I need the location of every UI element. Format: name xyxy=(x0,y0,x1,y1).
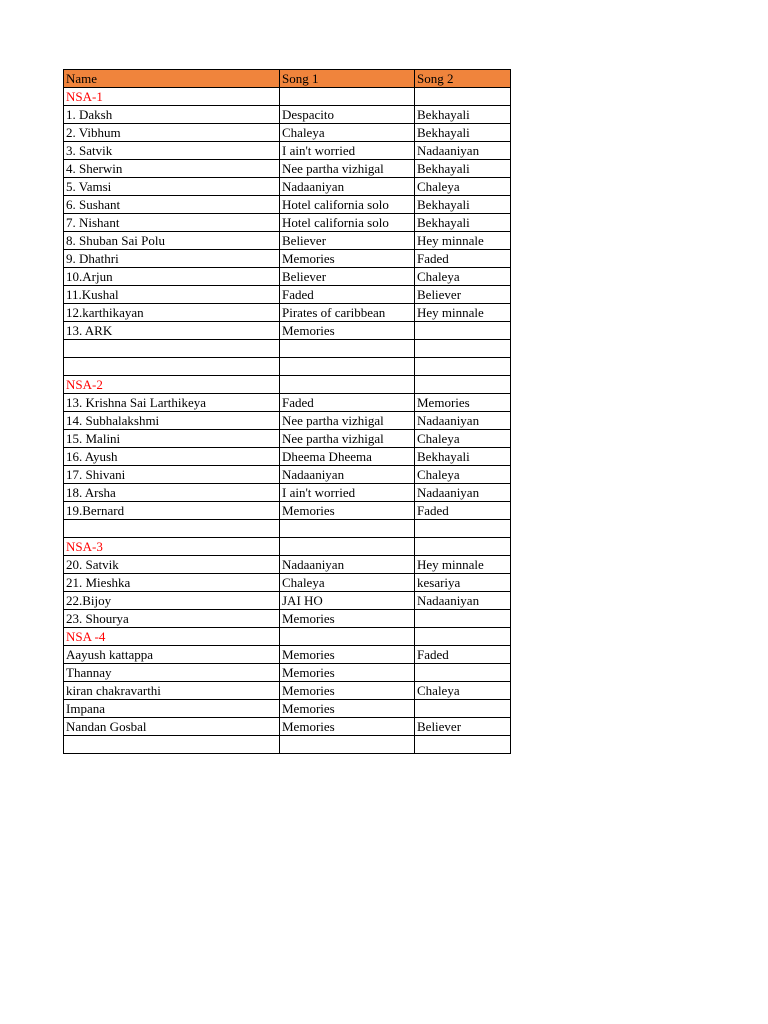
group-label-cell: NSA -4 xyxy=(64,628,280,646)
song-table-body xyxy=(64,70,511,754)
song1-cell: I ain't worried xyxy=(280,484,415,502)
empty-cell xyxy=(415,376,511,394)
group-row xyxy=(64,376,511,394)
name-cell: 13. ARK xyxy=(64,322,280,340)
song1-cell: Chaleya xyxy=(280,574,415,592)
table-row xyxy=(64,592,511,610)
name-cell: 4. Sherwin xyxy=(64,160,280,178)
empty-row xyxy=(64,358,511,376)
empty-cell xyxy=(415,538,511,556)
empty-cell xyxy=(280,358,415,376)
empty-cell xyxy=(280,628,415,646)
song1-cell: Memories xyxy=(280,718,415,736)
song2-cell: Faded xyxy=(415,250,511,268)
song2-cell: Chaleya xyxy=(415,466,511,484)
empty-cell xyxy=(280,736,415,754)
table-row xyxy=(64,682,511,700)
song2-cell: Bekhayali xyxy=(415,196,511,214)
table-row xyxy=(64,142,511,160)
name-cell: 22.Bijoy xyxy=(64,592,280,610)
song1-cell: Pirates of caribbean xyxy=(280,304,415,322)
empty-cell xyxy=(64,340,280,358)
song2-cell: Nadaaniyan xyxy=(415,484,511,502)
empty-row xyxy=(64,520,511,538)
table-row xyxy=(64,178,511,196)
table-row xyxy=(64,232,511,250)
table-row xyxy=(64,250,511,268)
song2-cell: Chaleya xyxy=(415,178,511,196)
song2-cell: Chaleya xyxy=(415,682,511,700)
song2-cell: Hey minnale xyxy=(415,304,511,322)
header-song1-cell: Song 1 xyxy=(280,70,415,88)
table-row xyxy=(64,448,511,466)
name-cell: 19.Bernard xyxy=(64,502,280,520)
name-cell: 5. Vamsi xyxy=(64,178,280,196)
song1-cell: Memories xyxy=(280,646,415,664)
table-row xyxy=(64,556,511,574)
table-row xyxy=(64,664,511,682)
song1-cell: JAI HO xyxy=(280,592,415,610)
song2-cell: Nadaaniyan xyxy=(415,592,511,610)
group-label-cell: NSA-2 xyxy=(64,376,280,394)
name-cell: 12.karthikayan xyxy=(64,304,280,322)
song1-cell: Memories xyxy=(280,664,415,682)
name-cell: 1. Daksh xyxy=(64,106,280,124)
name-cell: 14. Subhalakshmi xyxy=(64,412,280,430)
table-row xyxy=(64,304,511,322)
group-label-cell: NSA-1 xyxy=(64,88,280,106)
header-row xyxy=(64,70,511,88)
song2-cell: Chaleya xyxy=(415,268,511,286)
empty-cell xyxy=(280,520,415,538)
song1-cell: Nadaaniyan xyxy=(280,466,415,484)
empty-cell xyxy=(415,88,511,106)
table-row xyxy=(64,394,511,412)
song1-cell: Hotel california solo xyxy=(280,214,415,232)
song2-cell: Bekhayali xyxy=(415,124,511,142)
song2-cell: Hey minnale xyxy=(415,556,511,574)
song1-cell: Nadaaniyan xyxy=(280,178,415,196)
empty-cell xyxy=(64,358,280,376)
empty-cell xyxy=(415,358,511,376)
empty-cell xyxy=(280,376,415,394)
table-row xyxy=(64,286,511,304)
song2-cell: Memories xyxy=(415,394,511,412)
name-cell: kiran chakravarthi xyxy=(64,682,280,700)
table-row xyxy=(64,322,511,340)
table-row xyxy=(64,124,511,142)
empty-row xyxy=(64,340,511,358)
song2-cell: Bekhayali xyxy=(415,106,511,124)
empty-cell xyxy=(415,520,511,538)
name-cell: 21. Mieshka xyxy=(64,574,280,592)
song1-cell: Memories xyxy=(280,250,415,268)
song2-cell: Bekhayali xyxy=(415,214,511,232)
name-cell: 2. Vibhum xyxy=(64,124,280,142)
song2-cell: Faded xyxy=(415,502,511,520)
name-cell: 6. Sushant xyxy=(64,196,280,214)
group-label-cell: NSA-3 xyxy=(64,538,280,556)
song2-cell xyxy=(415,700,511,718)
song1-cell: Believer xyxy=(280,268,415,286)
song1-cell: Memories xyxy=(280,502,415,520)
song1-cell: Nee partha vizhigal xyxy=(280,430,415,448)
name-cell: 3. Satvik xyxy=(64,142,280,160)
name-cell: Aayush kattappa xyxy=(64,646,280,664)
table-row xyxy=(64,700,511,718)
song2-cell xyxy=(415,610,511,628)
table-row xyxy=(64,430,511,448)
name-cell: 20. Satvik xyxy=(64,556,280,574)
empty-cell xyxy=(280,538,415,556)
name-cell: 9. Dhathri xyxy=(64,250,280,268)
name-cell: 17. Shivani xyxy=(64,466,280,484)
name-cell: 13. Krishna Sai Larthikeya xyxy=(64,394,280,412)
name-cell: Thannay xyxy=(64,664,280,682)
song1-cell: Memories xyxy=(280,700,415,718)
song1-cell: Despacito xyxy=(280,106,415,124)
table-row xyxy=(64,160,511,178)
song1-cell: Nee partha vizhigal xyxy=(280,160,415,178)
header-song2-cell: Song 2 xyxy=(415,70,511,88)
song2-cell: Chaleya xyxy=(415,430,511,448)
song1-cell: Memories xyxy=(280,682,415,700)
name-cell: 16. Ayush xyxy=(64,448,280,466)
table-row xyxy=(64,412,511,430)
song2-cell: kesariya xyxy=(415,574,511,592)
name-cell: Impana xyxy=(64,700,280,718)
song1-cell: Memories xyxy=(280,610,415,628)
song-table xyxy=(63,69,511,754)
song1-cell: Hotel california solo xyxy=(280,196,415,214)
table-row xyxy=(64,214,511,232)
group-row xyxy=(64,538,511,556)
empty-row xyxy=(64,736,511,754)
table-row xyxy=(64,106,511,124)
table-row xyxy=(64,502,511,520)
song1-cell: Nadaaniyan xyxy=(280,556,415,574)
name-cell: 23. Shourya xyxy=(64,610,280,628)
song2-cell: Faded xyxy=(415,646,511,664)
song2-cell: Believer xyxy=(415,718,511,736)
name-cell: Nandan Gosbal xyxy=(64,718,280,736)
table-row xyxy=(64,646,511,664)
table-row xyxy=(64,718,511,736)
group-row xyxy=(64,88,511,106)
song2-cell: Hey minnale xyxy=(415,232,511,250)
empty-cell xyxy=(64,736,280,754)
group-row xyxy=(64,628,511,646)
song1-cell: Chaleya xyxy=(280,124,415,142)
empty-cell xyxy=(280,88,415,106)
name-cell: 10.Arjun xyxy=(64,268,280,286)
empty-cell xyxy=(280,340,415,358)
song2-cell: Believer xyxy=(415,286,511,304)
table-row xyxy=(64,574,511,592)
table-row xyxy=(64,268,511,286)
table-row xyxy=(64,196,511,214)
song2-cell: Bekhayali xyxy=(415,160,511,178)
song1-cell: I ain't worried xyxy=(280,142,415,160)
header-name-cell: Name xyxy=(64,70,280,88)
song2-cell: Nadaaniyan xyxy=(415,142,511,160)
table-row xyxy=(64,610,511,628)
name-cell: 7. Nishant xyxy=(64,214,280,232)
song1-cell: Dheema Dheema xyxy=(280,448,415,466)
song1-cell: Memories xyxy=(280,322,415,340)
empty-cell xyxy=(64,520,280,538)
song2-cell: Bekhayali xyxy=(415,448,511,466)
table-row xyxy=(64,484,511,502)
song1-cell: Believer xyxy=(280,232,415,250)
empty-cell xyxy=(415,340,511,358)
empty-cell xyxy=(415,736,511,754)
table-row xyxy=(64,466,511,484)
name-cell: 11.Kushal xyxy=(64,286,280,304)
song1-cell: Faded xyxy=(280,286,415,304)
empty-cell xyxy=(415,628,511,646)
name-cell: 15. Malini xyxy=(64,430,280,448)
song2-cell xyxy=(415,322,511,340)
song1-cell: Nee partha vizhigal xyxy=(280,412,415,430)
name-cell: 18. Arsha xyxy=(64,484,280,502)
song2-cell: Nadaaniyan xyxy=(415,412,511,430)
song2-cell xyxy=(415,664,511,682)
song1-cell: Faded xyxy=(280,394,415,412)
name-cell: 8. Shuban Sai Polu xyxy=(64,232,280,250)
